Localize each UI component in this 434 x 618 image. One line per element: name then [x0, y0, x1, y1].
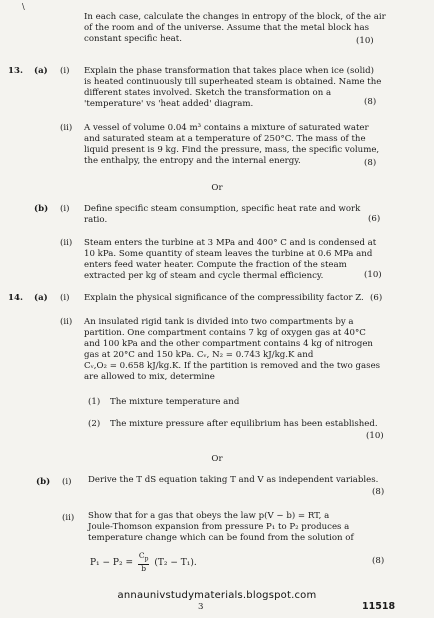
q13a-ii-line: A vessel of volume 0.04 m³ contains a mixture of saturated water: [84, 123, 369, 133]
intro-line-3: constant specific heat.: [84, 34, 182, 44]
formula-denominator: b: [141, 563, 147, 573]
q13a-i-marks: (8): [364, 97, 377, 107]
q14-number: 14.: [8, 293, 23, 303]
q14a-ii-item-label: (1): [88, 397, 101, 407]
q13b-ii-label: (ii): [60, 238, 73, 248]
q13a-i-line: different states involved. Sketch the transformation on a: [84, 88, 332, 98]
q14a-label: (a): [34, 293, 48, 303]
q14a-i-label: (i): [60, 293, 70, 303]
q13a-i-line: 'temperature' vs 'heat added' diagram.: [84, 99, 254, 109]
q14a-i-text: Explain the physical significance of the compressibility factor Z.: [84, 293, 364, 303]
q14-or-divider: Or: [211, 454, 223, 464]
q13b-i-line: Define specific steam consumption, specific heat rate and work: [84, 204, 361, 214]
q14a-ii-item-label: (2): [88, 419, 101, 429]
q13b-i-line: ratio.: [84, 215, 108, 225]
formula-rhs: (T₂ − T₁).: [154, 557, 197, 568]
q13b-ii-line: enters feed water heater. Compute the fraction of the steam: [84, 260, 347, 270]
q14b-i-marks: (8): [372, 487, 385, 497]
q13b-i-label: (i): [60, 204, 70, 214]
formula-lhs: P₁ − P₂ =: [90, 557, 133, 568]
q13b-ii-line: Steam enters the turbine at 3 MPa and 400° C and is condensed at: [84, 238, 377, 248]
q13-number: 13.: [8, 66, 23, 76]
q14b-ii-marks: (8): [372, 556, 385, 566]
formula-fraction: [138, 552, 150, 573]
q13a-ii-marks: (8): [364, 158, 377, 168]
watermark-site-url: annaunivstudymaterials.blogspot.com: [117, 590, 317, 601]
question-paper-code: 11518: [362, 601, 396, 612]
q13a-i-line: Explain the phase transformation that takes place when ice (solid): [84, 66, 374, 76]
q13a-ii-line: liquid present is 9 kg. Find the pressure, mass, the specific volume,: [84, 145, 380, 155]
q14a-ii-line: Cᵥ,O₂ = 0.658 kJ/kg.K. If the partition is removed and the two gases: [84, 361, 381, 371]
q13-or-divider: Or: [211, 183, 223, 193]
q14a-ii-item-text: The mixture pressure after equilibrium has been established.: [110, 419, 378, 429]
q13a-ii-line: the enthalpy, the entropy and the internal energy.: [84, 156, 301, 166]
q14a-ii-line: and 100 kPa and the other compartment contains 4 kg of nitrogen: [84, 339, 373, 349]
q14b-label: (b): [36, 477, 51, 487]
q14b-ii-line: temperature change which can be found from the solution of: [88, 533, 354, 543]
q13b-i-marks: (6): [368, 214, 381, 224]
q13a-ii-label: (ii): [60, 123, 73, 133]
intro-marks: (10): [356, 36, 374, 46]
page-number: 3: [198, 602, 204, 612]
q14b-ii-line: Joule-Thomson expansion from pressure P₁ to P₂ produces a: [88, 522, 350, 532]
q14b-i-text: Derive the T dS equation taking T and V as independent variables.: [88, 475, 379, 485]
q13a-i-line: is heated continuously till superheated steam is obtained. Name the: [84, 77, 382, 87]
q14b-ii-line: Show that for a gas that obeys the law p(V − b) = RT, a: [88, 511, 330, 521]
q14a-ii-item-text: The mixture temperature and: [110, 397, 240, 407]
q14b-i-label: (i): [62, 477, 72, 487]
q14a-ii-marks: (10): [366, 431, 384, 441]
q13a-ii-line: and saturated steam at a temperature of 250°C. The mass of the: [84, 134, 366, 144]
page-corner-mark: \: [22, 2, 25, 11]
q13b-ii-marks: (10): [364, 270, 382, 280]
q14a-ii-line: partition. One compartment contains 7 kg of oxygen gas at 40°C: [84, 328, 366, 338]
intro-line-2: of the room and of the universe. Assume that the metal block has: [84, 23, 370, 33]
q14a-ii-line: are allowed to mix, determine: [84, 372, 215, 382]
q14a-ii-label: (ii): [60, 317, 73, 327]
q14a-ii-line: gas at 20°C and 150 kPa. Cᵥ, N₂ = 0.743 kJ/kg.K and: [84, 350, 314, 360]
intro-line-1: In each case, calculate the changes in entropy of the block, of the air: [84, 12, 386, 22]
formula-numerator: $C_p$: [138, 551, 149, 563]
q13b-ii-line: extracted per kg of steam and cycle thermal efficiency.: [84, 271, 324, 281]
q13a-i-label: (i): [60, 66, 70, 76]
q14a-i-marks: (6): [370, 293, 383, 303]
q13b-ii-line: 10 kPa. Some quantity of steam leaves the turbine at 0.6 MPa and: [84, 249, 373, 259]
joule-thomson-formula: [90, 552, 197, 573]
q13b-label: (b): [34, 204, 49, 214]
q13a-label: (a): [34, 66, 48, 76]
q14b-ii-label: (ii): [62, 513, 75, 523]
q14a-ii-line: An insulated rigid tank is divided into two compartments by a: [84, 317, 354, 327]
